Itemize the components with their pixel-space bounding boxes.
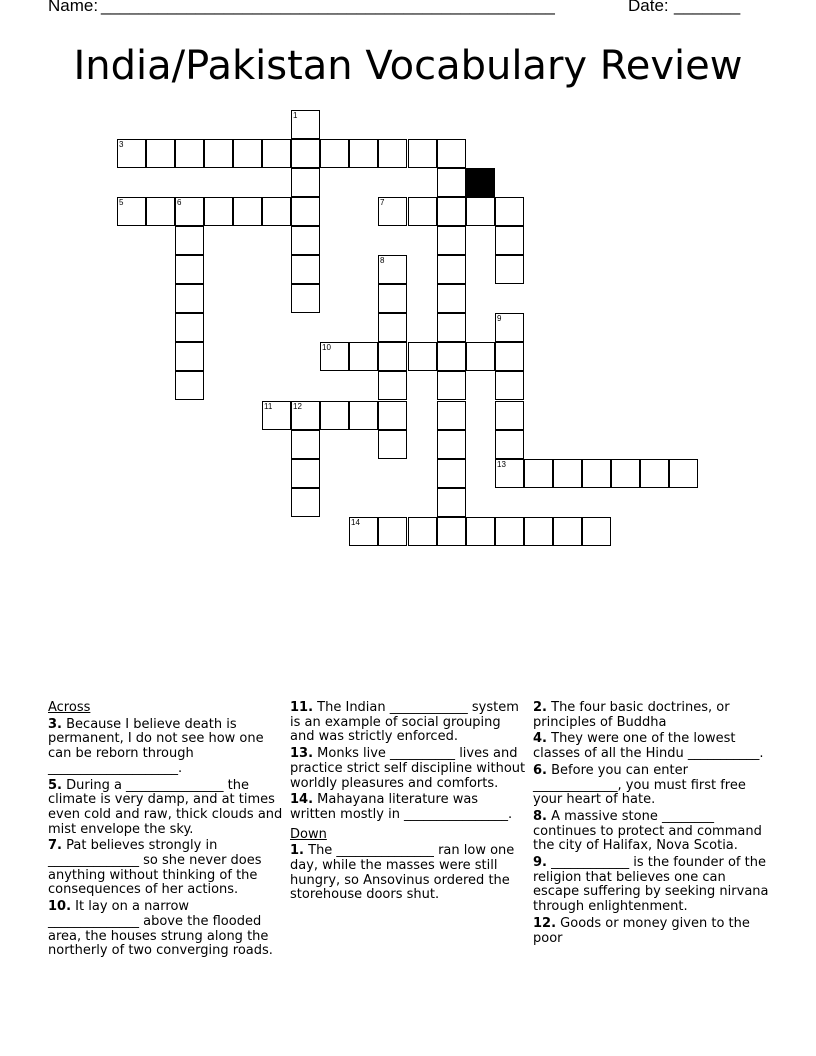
crossword-cell[interactable] xyxy=(175,255,204,284)
clue-across-14: 14. Mahayana literature was written mostly in ________________. xyxy=(290,792,513,822)
crossword-cell[interactable] xyxy=(611,459,640,488)
clue-number: 8 xyxy=(380,256,385,265)
crossword-cell[interactable] xyxy=(669,459,698,488)
crossword-cell[interactable] xyxy=(466,517,495,546)
crossword-cell[interactable] xyxy=(437,255,466,284)
crossword-cell[interactable] xyxy=(320,139,349,168)
clue-down-6: 6. Before you can enter _____________, you must first free your heart of hate. xyxy=(533,762,746,808)
crossword-cell[interactable] xyxy=(408,342,437,371)
crossword-cell[interactable] xyxy=(495,197,524,226)
clue-number: 11 xyxy=(264,402,273,411)
clue-number: 13 xyxy=(497,460,506,469)
clue-number: 10 xyxy=(322,343,331,352)
crossword-cell[interactable] xyxy=(117,139,146,168)
crossword-cell[interactable] xyxy=(437,226,466,255)
crossword-cell[interactable] xyxy=(437,488,466,517)
crossword-cell[interactable] xyxy=(175,342,204,371)
crossword-cell[interactable] xyxy=(291,197,320,226)
crossword-cell[interactable] xyxy=(495,517,524,546)
crossword-cell[interactable] xyxy=(233,197,262,226)
crossword-cell[interactable] xyxy=(495,226,524,255)
crossword-cell[interactable] xyxy=(378,284,407,313)
crossword-cell[interactable] xyxy=(582,459,611,488)
crossword-cell[interactable] xyxy=(408,517,437,546)
crossword-cell[interactable] xyxy=(320,401,349,430)
clue-number: 9 xyxy=(497,314,502,323)
crossword-cell[interactable] xyxy=(349,139,378,168)
crossword-cell[interactable] xyxy=(146,197,175,226)
crossword-cell[interactable] xyxy=(466,197,495,226)
crossword-cell[interactable] xyxy=(437,430,466,459)
crossword-cell[interactable] xyxy=(495,342,524,371)
crossword-cell[interactable] xyxy=(291,110,320,139)
clues-column-2 xyxy=(290,701,526,905)
across-heading: Across xyxy=(48,700,91,715)
crossword-cell[interactable] xyxy=(175,371,204,400)
date-blank[interactable]: _______ xyxy=(674,0,741,15)
crossword-cell[interactable] xyxy=(437,313,466,342)
crossword-cell[interactable] xyxy=(437,459,466,488)
crossword-cell[interactable] xyxy=(349,517,378,546)
crossword-cell[interactable] xyxy=(175,313,204,342)
crossword-cell[interactable] xyxy=(378,342,407,371)
crossword-cell[interactable] xyxy=(378,371,407,400)
clue-down-12: 12. Goods or money given to the poor xyxy=(533,915,750,946)
crossword-cell[interactable] xyxy=(175,226,204,255)
crossword-cell[interactable] xyxy=(291,226,320,255)
name-label: Name: xyxy=(48,0,99,15)
clue-down-8: 8. A massive stone ________ continues to protect and command the city of Halifax, Nova Scotia. xyxy=(533,808,762,854)
crossword-cell[interactable] xyxy=(262,139,291,168)
crossword-cell[interactable] xyxy=(262,197,291,226)
crossword-cell[interactable] xyxy=(437,517,466,546)
crossword-cell[interactable] xyxy=(378,197,407,226)
crossword-cell[interactable] xyxy=(349,342,378,371)
crossword-cell[interactable] xyxy=(291,255,320,284)
clue-down-4: 4. They were one of the lowest classes of all the Hindu ___________. xyxy=(533,731,764,762)
crossword-cell[interactable] xyxy=(437,401,466,430)
crossword-cell[interactable] xyxy=(378,517,407,546)
clue-number: 6 xyxy=(177,198,182,207)
crossword-cell[interactable] xyxy=(175,284,204,313)
crossword-cell[interactable] xyxy=(175,139,204,168)
clue-number: 14 xyxy=(351,518,360,527)
crossword-cell[interactable] xyxy=(495,401,524,430)
crossword-cell[interactable] xyxy=(204,197,233,226)
crossword-cell[interactable] xyxy=(378,255,407,284)
clue-across-10: 10. It lay on a narrow ______________ above the flooded area, the houses strung along the northerly of two converging roads. xyxy=(48,899,273,959)
page-title: India/Pakistan Vocabulary Review xyxy=(73,43,743,89)
clue-across-13: 13. Monks live __________ lives and practice strict self discipline without worldly pleasures and comforts. xyxy=(290,746,526,791)
crossword-black-cell xyxy=(466,168,495,197)
crossword-cell[interactable] xyxy=(640,459,669,488)
crossword-cell[interactable] xyxy=(378,401,407,430)
crossword-cell[interactable] xyxy=(495,459,524,488)
crossword-cell[interactable] xyxy=(291,459,320,488)
crossword-cell[interactable] xyxy=(524,517,553,546)
clue-number: 12 xyxy=(293,402,302,411)
crossword-cell[interactable] xyxy=(408,139,437,168)
clue-number: 3 xyxy=(119,140,124,149)
crossword-cell[interactable] xyxy=(495,371,524,400)
crossword-cell[interactable] xyxy=(437,197,466,226)
crossword-cell[interactable] xyxy=(378,430,407,459)
clue-down-2: 2. The four basic doctrines, or principles of Buddha xyxy=(533,700,730,730)
clue-number: 1 xyxy=(293,111,298,120)
clue-number: 7 xyxy=(380,198,385,207)
crossword-cell[interactable] xyxy=(524,459,553,488)
crossword-cell[interactable] xyxy=(291,168,320,197)
crossword-cell[interactable] xyxy=(233,139,262,168)
crossword-cell[interactable] xyxy=(553,517,582,546)
crossword-cell[interactable] xyxy=(437,168,466,197)
clues-column-3 xyxy=(533,701,773,948)
crossword-cell[interactable] xyxy=(553,459,582,488)
crossword-cell[interactable] xyxy=(582,517,611,546)
clue-down-1: 1. The _______________ ran low one day, while the masses were still hungry, so Ansovinus ordered the storehouse doors shut. xyxy=(290,843,515,903)
clue-across-7: 7. Pat believes strongly in ______________ so she never does anything without thinking of the consequences of her actions. xyxy=(48,838,262,898)
crossword-cell[interactable] xyxy=(117,197,146,226)
crossword-cell[interactable] xyxy=(437,342,466,371)
clue-across-3: 3. Because I believe death is permanent, I do not see how one can be reborn through ____________________. xyxy=(48,716,264,776)
crossword-cell[interactable] xyxy=(291,488,320,517)
crossword-cell[interactable] xyxy=(466,342,495,371)
date-label: Date: xyxy=(628,0,669,15)
crossword-cell[interactable] xyxy=(437,139,466,168)
crossword-cell[interactable] xyxy=(495,430,524,459)
name-blank[interactable]: ________________________________________________ xyxy=(101,0,555,15)
clue-across-11: 11. The Indian ____________ system is an example of social grouping and was strictly enforced. xyxy=(290,700,519,745)
crossword-cell[interactable] xyxy=(437,371,466,400)
crossword-cell[interactable] xyxy=(320,342,349,371)
clue-down-9: 9. ____________ is the founder of the religion that believes one can escape suffering by seeking nirvana through enlightenment. xyxy=(533,855,769,915)
crossword-cell[interactable] xyxy=(262,401,291,430)
crossword-cell[interactable] xyxy=(291,284,320,313)
crossword-cell[interactable] xyxy=(437,284,466,313)
crossword-cell[interactable] xyxy=(204,139,233,168)
clue-number: 5 xyxy=(119,198,124,207)
clues-column-1 xyxy=(48,701,284,961)
clue-across-5: 5. During a _______________ the climate is very damp, and at times even cold and raw, thick clouds and mist envelope the sky. xyxy=(48,777,283,837)
crossword-cell[interactable] xyxy=(291,430,320,459)
down-heading: Down xyxy=(290,826,327,842)
crossword-cell[interactable] xyxy=(291,139,320,168)
crossword-cell[interactable] xyxy=(408,197,437,226)
crossword-cell[interactable] xyxy=(495,313,524,342)
crossword-cell[interactable] xyxy=(146,139,175,168)
crossword-cell[interactable] xyxy=(175,197,204,226)
crossword-cell[interactable] xyxy=(378,313,407,342)
crossword-cell[interactable] xyxy=(291,401,320,430)
crossword-cell[interactable] xyxy=(495,255,524,284)
crossword-cell[interactable] xyxy=(378,139,407,168)
crossword-cell[interactable] xyxy=(349,401,378,430)
